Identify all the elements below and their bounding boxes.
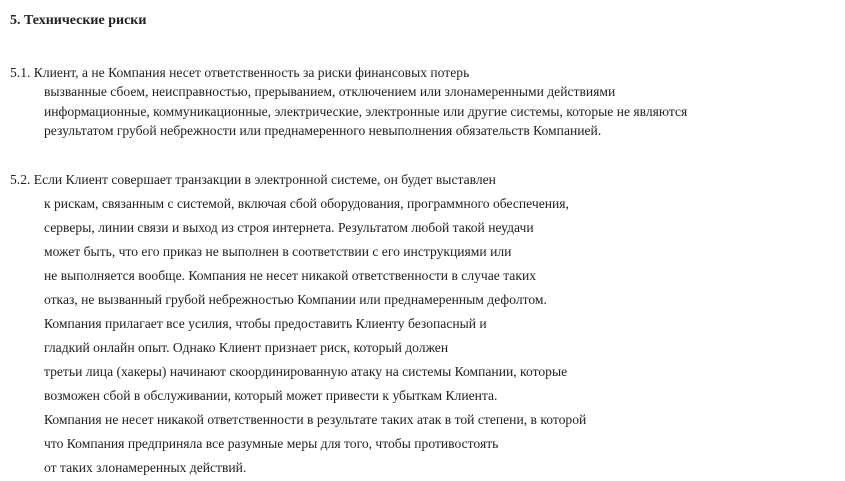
clause-line: вызванные сбоем, неисправностью, прерыванием, отключением или злонамеренными действиями bbox=[44, 84, 616, 100]
clause-line: третьи лица (хакеры) начинают скоординированную атаку на системы Компании, которые bbox=[44, 364, 568, 379]
clause-line: результатом грубой небрежности или преднамеренного невыполнения обязательств Компанией. bbox=[44, 122, 602, 138]
clause-line: 5.1. Клиент, а не Компания несет ответственность за риски финансовых потерь bbox=[10, 65, 470, 80]
clause-line: Компания прилагает все усилия, чтобы предоставить Клиенту безопасный и bbox=[44, 316, 487, 331]
clause-line: возможен сбой в обслуживании, который может привести к убыткам Клиента. bbox=[44, 388, 498, 403]
clause-line: гладкий онлайн опыт. Однако Клиент признает риск, который должен bbox=[44, 340, 449, 355]
clause-line: к рискам, связанным с системой, включая сбой оборудования, программного обеспечения, bbox=[44, 196, 569, 211]
clause-line: Компания не несет никакой ответственности в результате таких атак в той степени, в которой bbox=[44, 412, 587, 427]
clause-line: информационные, коммуникационные, электрические, электронные или другие системы, которые не являются bbox=[44, 103, 688, 119]
clause-line: от таких злонамеренных действий. bbox=[44, 460, 247, 475]
clause-line: что Компания предприняла все разумные меры для того, чтобы противостоять bbox=[44, 436, 499, 451]
clause-line: отказ, не вызванный грубой небрежностью Компании или преднамеренным дефолтом. bbox=[44, 292, 547, 307]
clause-line: 5.2. Если Клиент совершает транзакции в электронной системе, он будет выставлен bbox=[10, 172, 496, 187]
section-title: 5. Технические риски bbox=[10, 13, 147, 28]
clause-5-2 bbox=[10, 168, 586, 480]
clause-line: может быть, что его приказ не выполнен в соответствии с его инструкциями или bbox=[44, 244, 512, 259]
clause-5-1 bbox=[10, 63, 687, 140]
clause-line: серверы, линии связи и выход из строя интернета. Результатом любой такой неудачи bbox=[44, 220, 534, 235]
clause-line: не выполняется вообще. Компания не несет никакой ответственности в случае таких bbox=[44, 268, 537, 283]
